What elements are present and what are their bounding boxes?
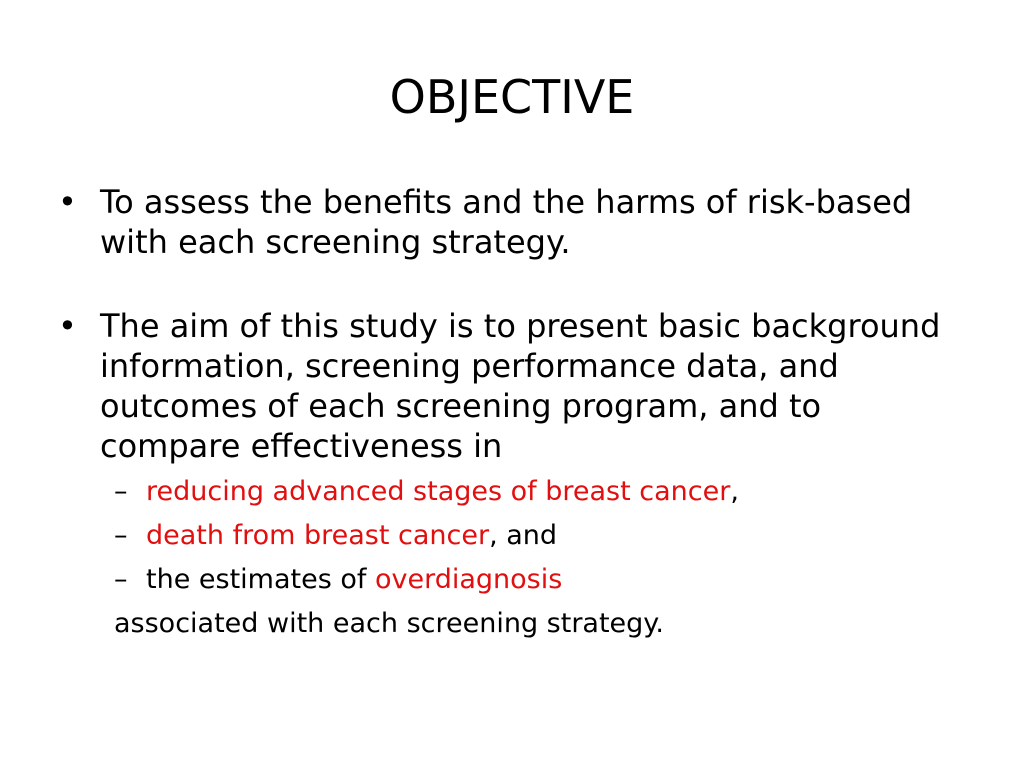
sub-item: [114, 514, 958, 558]
sub-item-prefix: the estimates of: [146, 564, 375, 595]
bullet-item: [58, 306, 958, 466]
bullet-text: To assess the benefits and the harms of risk-based with each screening strategy.: [100, 183, 913, 261]
dash-icon: –: [114, 564, 128, 595]
sub-item-highlight: overdiagnosis: [374, 564, 563, 595]
sub-item: [114, 470, 958, 514]
sub-list: [58, 470, 958, 602]
bullet-dot-icon: •: [58, 307, 77, 345]
bullet-text: The aim of this study is to present basic background information, screening performance data, and outcomes of each screening program, and to compare effectiveness in: [100, 307, 941, 465]
sub-list-trailer: associated with each screening strategy.: [114, 608, 665, 639]
slide-body: [58, 182, 958, 646]
sub-item-highlight: death from breast cancer: [146, 520, 490, 551]
sub-item-suffix: , and: [489, 520, 558, 551]
slide-title: OBJECTIVE: [389, 70, 635, 124]
bullet-item: [58, 182, 958, 262]
bullet-dot-icon: •: [58, 183, 77, 221]
dash-icon: –: [114, 520, 128, 551]
dash-icon: –: [114, 476, 128, 507]
sub-item: [114, 558, 958, 602]
sub-item-highlight: reducing advanced stages of breast cancer: [146, 476, 731, 507]
sub-item-suffix: ,: [730, 476, 739, 507]
